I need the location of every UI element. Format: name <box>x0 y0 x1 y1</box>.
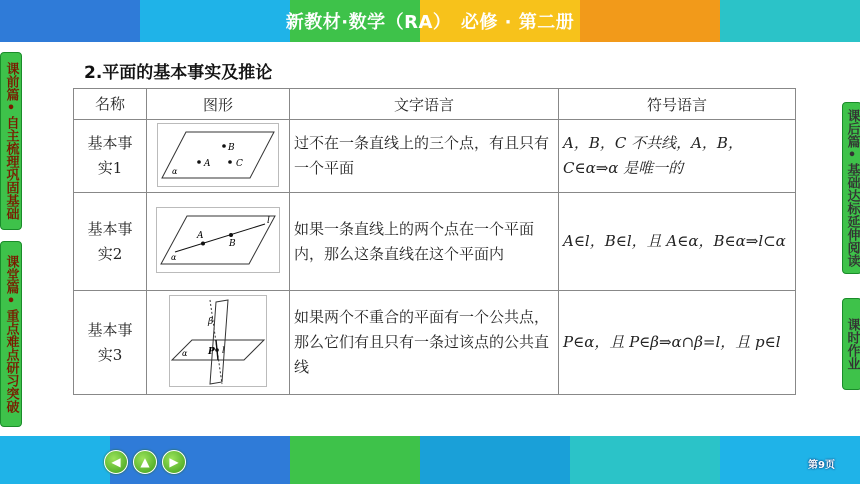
up-icon[interactable]: ▲ <box>133 450 157 474</box>
table-row <box>74 120 796 193</box>
svg-text:l: l <box>222 346 225 355</box>
facts-table <box>73 88 796 395</box>
row-symbol: A，B，C 不共线，A，B，C∈α⇒α 是唯一的 <box>559 120 796 193</box>
figure-cell <box>147 120 290 193</box>
header-figure: 图形 <box>147 89 290 120</box>
svg-text:α: α <box>182 349 188 358</box>
row-text: 如果两个不重合的平面有一个公共点，那么它们有且只有一条过该点的公共直线 <box>290 291 559 395</box>
svg-text:A: A <box>197 231 204 241</box>
line-in-plane-figure <box>156 207 280 273</box>
svg-text:C: C <box>236 158 243 169</box>
row-text: 过不在一条直线上的三个点，有且只有一个平面 <box>290 120 559 193</box>
intersecting-planes-figure <box>169 295 267 387</box>
footer-nav <box>104 450 186 474</box>
svg-text:α: α <box>172 166 178 176</box>
section-heading: 2.平面的基本事实及推论 <box>84 63 273 83</box>
row-name: 基本事实1 <box>74 120 147 193</box>
table-row <box>74 291 796 395</box>
tab-preclass[interactable]: 课前篇•自主梳理巩固基础 <box>0 52 22 230</box>
figure-cell <box>147 193 290 291</box>
row-name: 基本事实3 <box>74 291 147 395</box>
tab-afterclass[interactable]: 课后篇•基础达标延伸阅读 <box>842 102 860 274</box>
figure-cell <box>147 291 290 395</box>
table-header-row <box>74 89 796 120</box>
tab-homework[interactable]: 课时作业 <box>842 298 860 390</box>
svg-text:A: A <box>204 158 211 169</box>
table-row <box>74 193 796 291</box>
svg-text:l: l <box>267 216 270 226</box>
row-symbol: A∈l，B∈l，且 A∈α，B∈α⇒l⊂α <box>559 193 796 291</box>
prev-icon[interactable]: ◀ <box>104 450 128 474</box>
row-symbol: P∈α，且 P∈β⇒α∩β=l，且 p∈l <box>559 291 796 395</box>
svg-text:B: B <box>229 239 236 249</box>
svg-text:P: P <box>208 347 215 357</box>
next-icon[interactable]: ▶ <box>162 450 186 474</box>
page-number: 第9页 <box>808 460 835 471</box>
header-text: 文字语言 <box>290 89 559 120</box>
header-title: 新教材·数学（RA） 必修 · 第二册 <box>285 12 575 33</box>
svg-text:B: B <box>228 142 235 153</box>
svg-text:β: β <box>208 317 214 327</box>
header-symbol: 符号语言 <box>559 89 796 120</box>
header-name: 名称 <box>74 89 147 120</box>
row-name: 基本事实2 <box>74 193 147 291</box>
row-text: 如果一条直线上的两个点在一个平面内，那么这条直线在这个平面内 <box>290 193 559 291</box>
tab-inclass[interactable]: 课堂篇•重点难点研习突破 <box>0 241 22 427</box>
plane-three-points-figure <box>157 123 279 187</box>
svg-text:α: α <box>171 253 177 262</box>
